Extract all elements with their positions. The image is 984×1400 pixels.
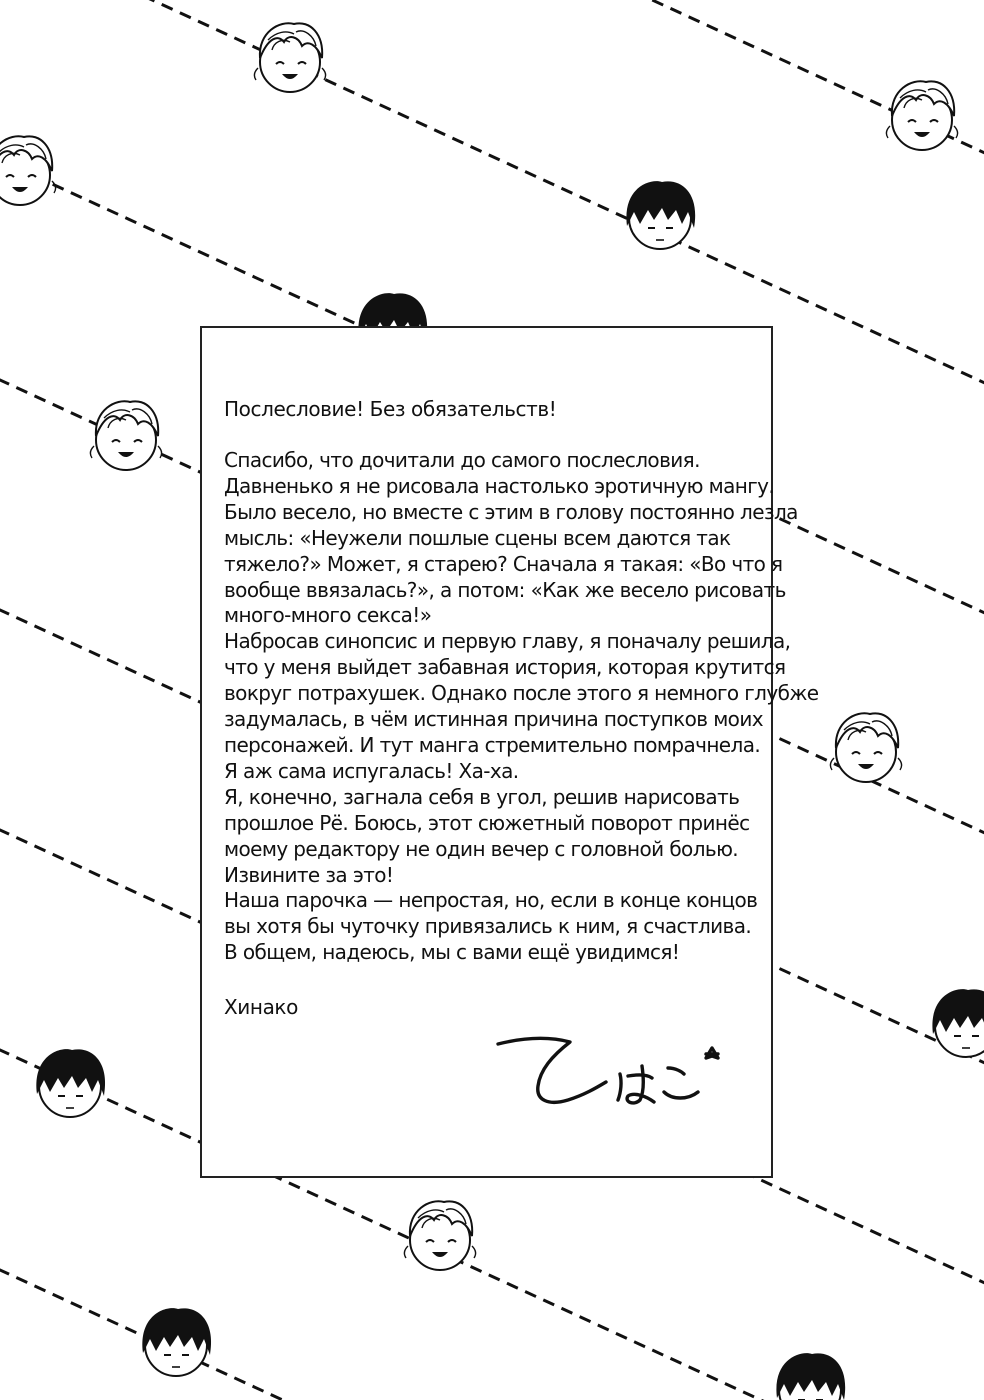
dark-haired-chibi-head-icon xyxy=(932,989,984,1057)
letter-line: Наша парочка — непростая, но, если в конце концов xyxy=(224,888,758,913)
letter-line: Давненько я не рисовала настолько эротичную мангу. xyxy=(224,473,775,498)
letter-line: моему редактору не один вечер с головной болью. xyxy=(224,836,739,861)
light-haired-chibi-head-icon xyxy=(254,23,325,92)
letter-title: Послесловие! Без обязательств! xyxy=(224,397,557,421)
dark-haired-chibi-head-icon xyxy=(776,1353,845,1400)
letter-line: В общем, надеюсь, мы с вами ещё увидимся! xyxy=(224,940,680,965)
light-haired-chibi-head-icon xyxy=(830,713,901,782)
letter-line: вы хотя бы чуточку привязались к ним, я счастлива. xyxy=(224,914,752,939)
letter-line: Было весело, но вместе с этим в голову постоянно лезла xyxy=(224,499,798,524)
letter-line: задумалась, в чём истинная причина поступков моих xyxy=(224,707,763,732)
letter-line: Набросав синопсис и первую главу, я поначалу решила, xyxy=(224,629,791,654)
letter-line: Спасибо, что дочитали до самого послесловия. xyxy=(224,448,700,472)
letter-line: много-много секса!» xyxy=(224,603,432,628)
dark-haired-chibi-head-icon xyxy=(142,1308,211,1376)
light-haired-chibi-head-icon xyxy=(404,1201,475,1270)
letter-body xyxy=(224,448,819,966)
letter-line: Извините за это! xyxy=(224,862,394,887)
afterword-letter xyxy=(200,326,819,1178)
light-haired-chibi-head-icon xyxy=(0,136,56,205)
letter-line: вокруг потрахушек. Однако после этого я немного глубже xyxy=(224,681,819,706)
letter-line: Я аж сама испугалась! Ха-ха. xyxy=(224,758,519,783)
letter-line: вообще ввязалась?», а потом: «Как же весело рисовать xyxy=(224,577,786,602)
letter-line: что у меня выйдет забавная история, которая крутится xyxy=(224,655,786,680)
handwritten-signature xyxy=(492,1028,732,1118)
letter-line: тяжело?» Может, я старею? Сначала я такая: «Во что я xyxy=(224,551,783,576)
light-haired-chibi-head-icon xyxy=(90,401,161,470)
letter-line: персонажей. И тут манга стремительно помрачнела. xyxy=(224,732,761,757)
dark-haired-chibi-head-icon xyxy=(626,181,695,249)
letter-author: Хинако xyxy=(224,995,298,1019)
letter-line: мысль: «Неужели пошлые сцены всем даются так xyxy=(224,525,731,550)
light-haired-chibi-head-icon xyxy=(886,81,957,150)
dark-haired-chibi-head-icon xyxy=(36,1049,105,1117)
letter-line: Я, конечно, загнала себя в угол, решив нарисовать xyxy=(224,784,740,809)
dashed-line xyxy=(0,0,984,162)
letter-line: прошлое Рё. Боюсь, этот сюжетный поворот принёс xyxy=(224,810,750,835)
